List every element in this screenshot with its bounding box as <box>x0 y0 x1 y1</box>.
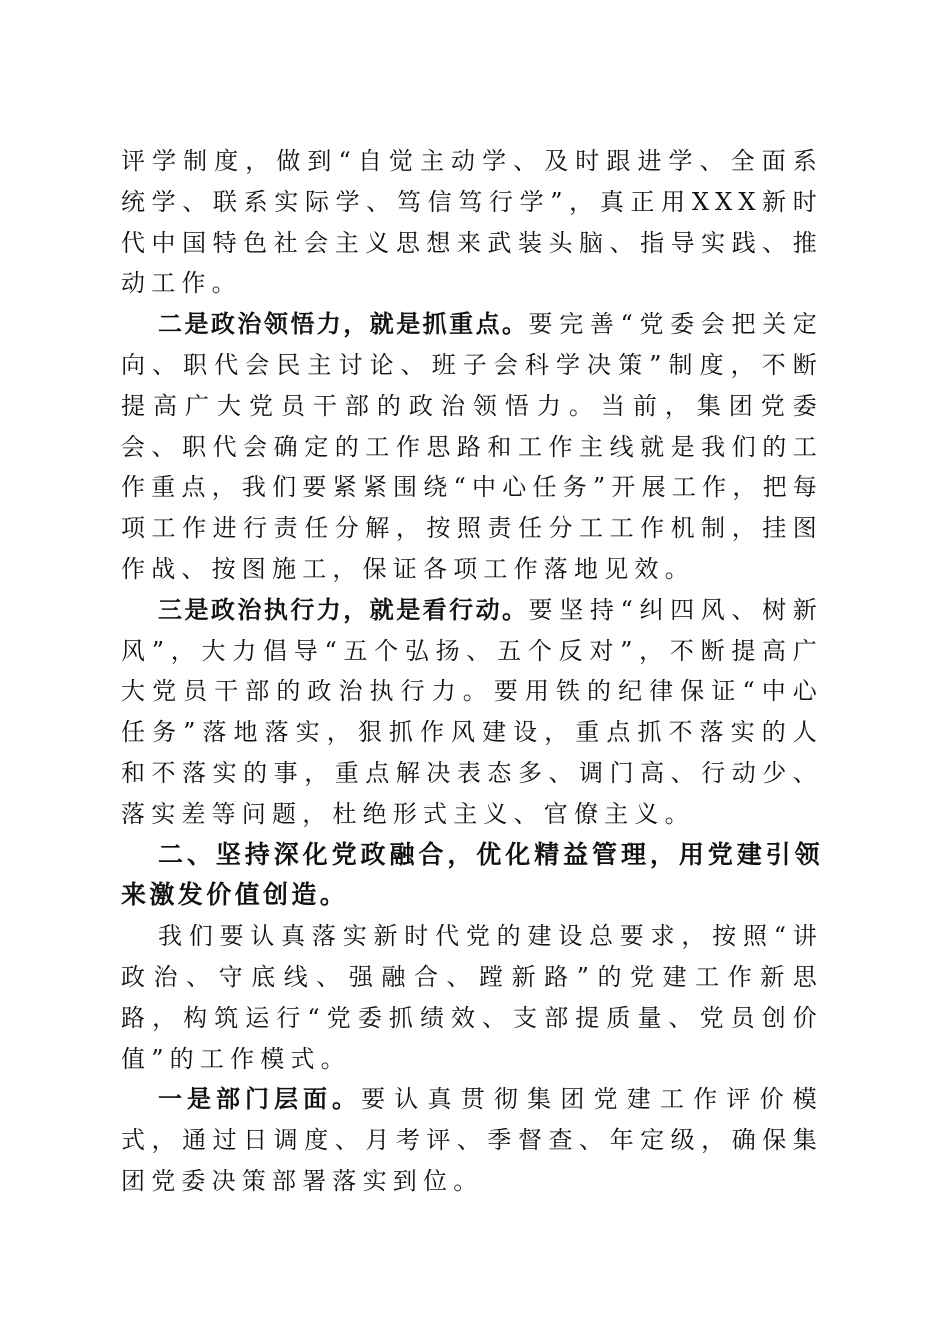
document-body <box>121 141 823 1202</box>
paragraph-lead: 一是部门层面。 <box>158 1084 362 1114</box>
section-heading-text: 二、坚持深化党政融合，优化精益管理，用党建引领来激发价值创造。 <box>121 839 823 910</box>
paragraph-political-execution <box>121 590 823 835</box>
paragraph-political-comprehension <box>121 304 823 590</box>
paragraph-text: 要坚持“纠四风、树新风”，大力倡导“五个弘扬、五个反对”，不断提高广大党员干部的政治执行力。要用铁的纪律保证“中心任务”落地落实，狠抓作风建设，重点抓不落实的人和不落实的事，重点解决表态多、调门高、行动少、落实差等问题，杜绝形式主义、官僚主义。 <box>121 595 823 828</box>
paragraph-party-building-requirements <box>121 916 823 1079</box>
paragraph-text: 评学制度，做到“自觉主动学、及时跟进学、全面系统学、联系实际学、笃信笃行学”，真正用XXX新时代中国特色社会主义思想来武装头脑、指导实践、推动工作。 <box>121 147 823 298</box>
paragraph-department-level <box>121 1079 823 1201</box>
paragraph-text: 要完善“党委会把关定向、职代会民主讨论、班子会科学决策”制度，不断提高广大党员干部的政治领悟力。当前，集团党委会、职代会确定的工作思路和工作主线就是我们的工作重点，我们要紧紧围绕“中心任务”开展工作，把每项工作进行责任分解，按照责任分工工作机制，挂图作战、按图施工，保证各项工作落地见效。 <box>121 310 823 583</box>
paragraph-text: 要认真贯彻集团党建工作评价模式，通过日调度、月考评、季督查、年定级，确保集团党委决策部署落实到位。 <box>121 1085 823 1195</box>
paragraph-lead: 二是政治领悟力，就是抓重点。 <box>158 309 529 339</box>
section-heading <box>121 835 823 917</box>
paragraph-text: 我们要认真落实新时代党的建设总要求，按照“讲政治、守底线、强融合、蹚新路”的党建工作新思路，构筑运行“党委抓绩效、支部提质量、党员创价值”的工作模式。 <box>121 922 823 1073</box>
paragraph-lead: 三是政治执行力，就是看行动。 <box>158 594 529 624</box>
paragraph-continuation <box>121 141 823 304</box>
